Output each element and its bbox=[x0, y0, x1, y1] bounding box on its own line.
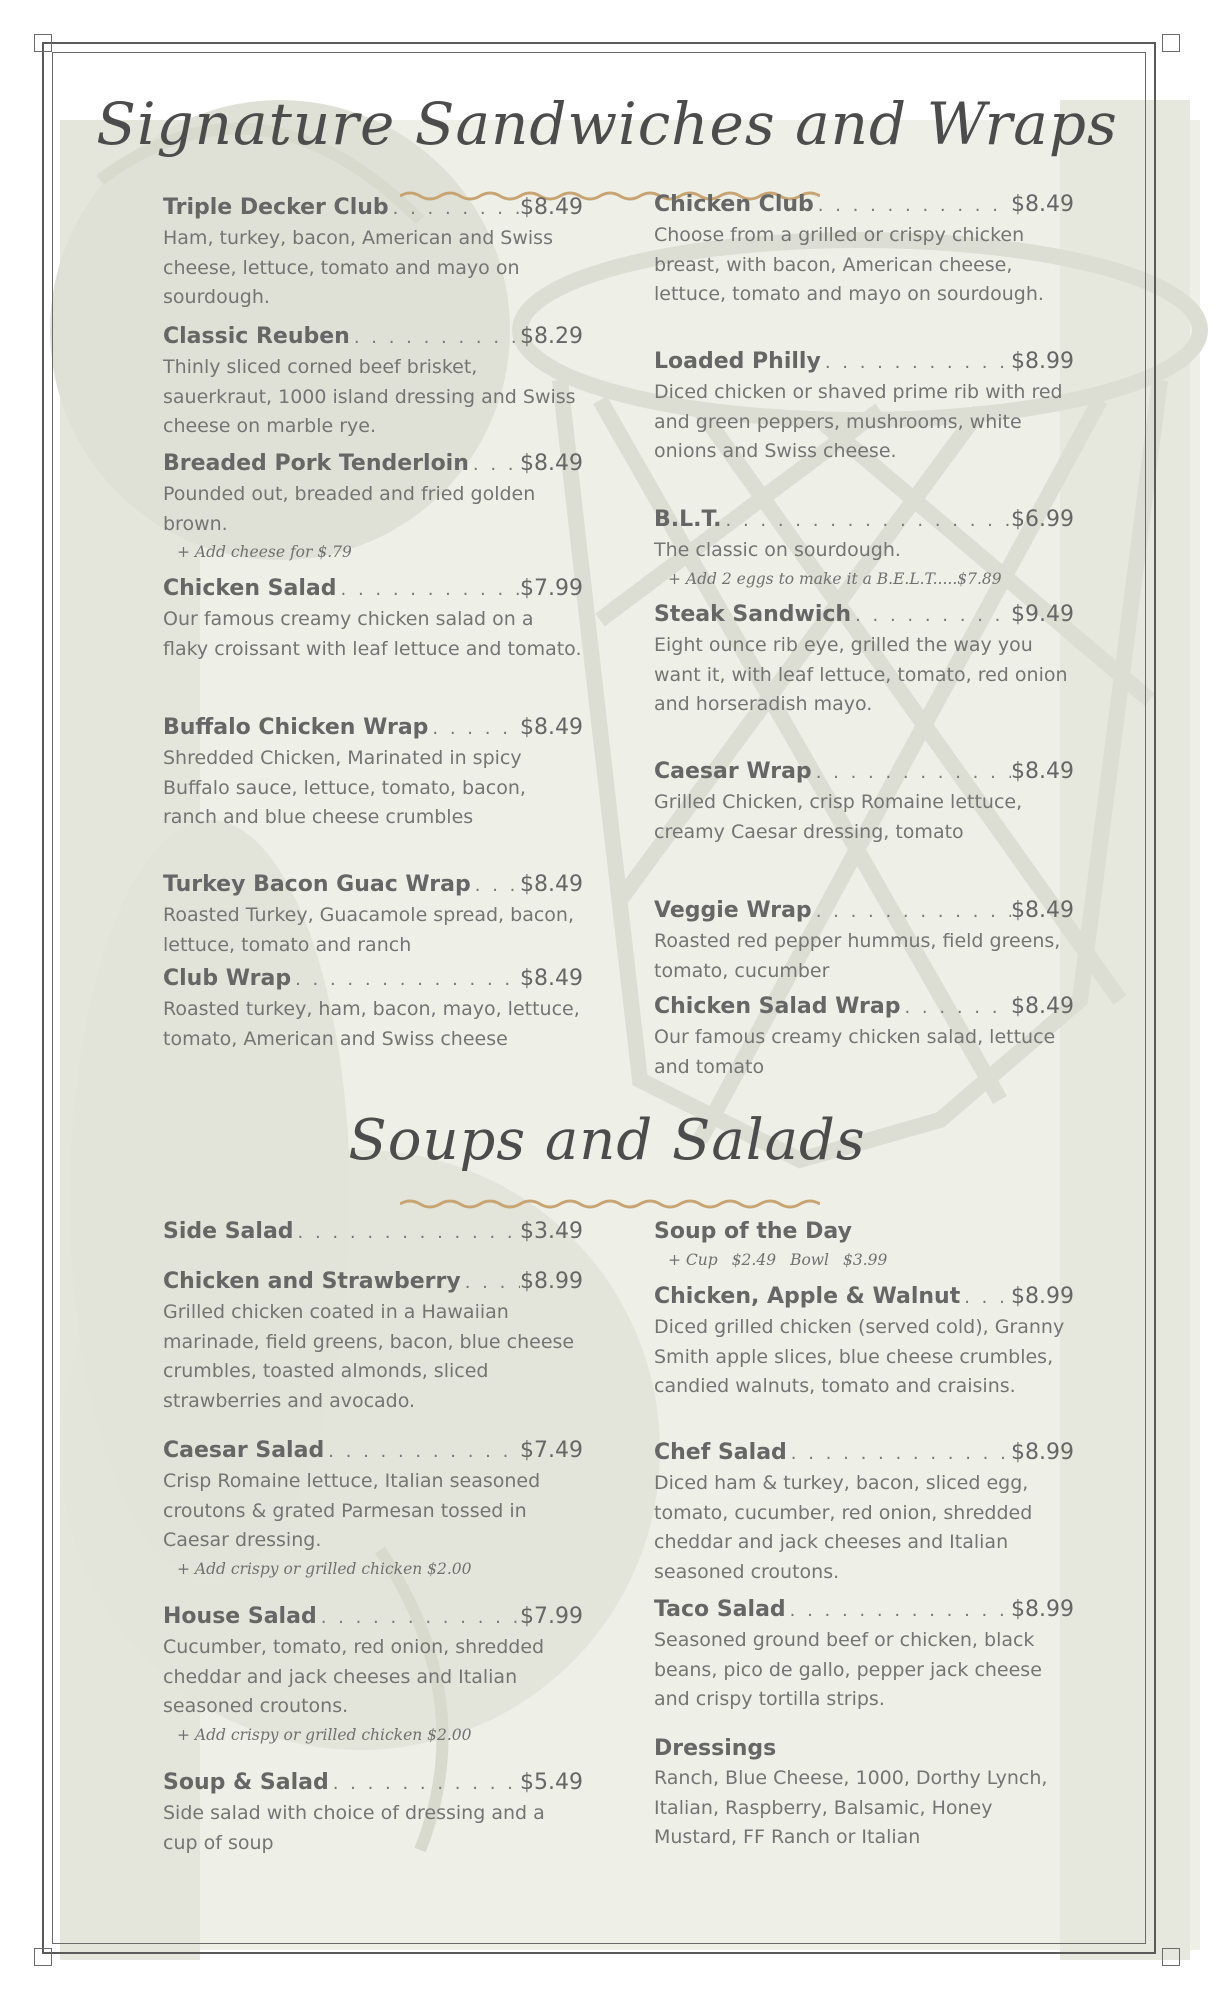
item-name: Soup & Salad bbox=[163, 1770, 329, 1795]
item-name: Chicken Salad bbox=[163, 576, 337, 601]
item-name: Chicken Salad Wrap bbox=[654, 994, 901, 1019]
item-description: Roasted red pepper hummus, field greens, tomato, cucumber bbox=[654, 930, 1061, 982]
soups-heading: Soups and Salads bbox=[348, 1108, 866, 1173]
item-price: $6.99 bbox=[1011, 507, 1074, 532]
item-price: $8.49 bbox=[520, 966, 583, 991]
item-price: $3.49 bbox=[520, 1219, 583, 1244]
soups-left-column bbox=[163, 0, 583, 2000]
item-name: Caesar Wrap bbox=[654, 759, 812, 784]
dot-leader bbox=[960, 1283, 1011, 1313]
soup-size-prices bbox=[668, 1247, 1074, 1273]
item-price: $8.49 bbox=[1011, 898, 1074, 923]
item-description: Cucumber, tomato, red onion, shredded cheddar and jack cheeses and Italian seasoned croutons. bbox=[163, 1636, 545, 1717]
item-price: $8.99 bbox=[1011, 349, 1074, 374]
soups-right-column bbox=[654, 0, 1074, 2000]
menu-item bbox=[163, 1602, 583, 1748]
cup-label: + Cup bbox=[668, 1251, 718, 1269]
menu-item bbox=[163, 1436, 583, 1582]
item-price: $8.49 bbox=[1011, 192, 1074, 217]
item-price: $5.49 bbox=[520, 1770, 583, 1795]
item-description: Roasted Turkey, Guacamole spread, bacon, lettuce, tomato and ranch bbox=[163, 904, 574, 956]
item-price: $8.99 bbox=[1011, 1597, 1074, 1622]
dot-leader bbox=[786, 1596, 1011, 1626]
item-description: Grilled Chicken, crisp Romaine lettuce, creamy Caesar dressing, tomato bbox=[654, 791, 1023, 843]
item-addon-note: + Add crispy or grilled chicken $2.00 bbox=[177, 1559, 472, 1578]
item-name: Turkey Bacon Guac Wrap bbox=[163, 872, 471, 897]
item-name: Caesar Salad bbox=[163, 1438, 325, 1463]
item-description: Our famous creamy chicken salad, lettuce and tomato bbox=[654, 1026, 1056, 1078]
item-description: The classic on sourdough. bbox=[654, 539, 901, 561]
border-corner bbox=[1162, 34, 1180, 52]
item-name: Chicken, Apple & Walnut bbox=[654, 1284, 961, 1309]
item-description: Choose from a grilled or crispy chicken breast, with bacon, American cheese, lettuce, tomato and mayo on sourdough. bbox=[654, 224, 1044, 305]
item-price: $8.99 bbox=[1011, 1284, 1074, 1309]
item-description: Ranch, Blue Cheese, 1000, Dorthy Lynch, Italian, Raspberry, Balsamic, Honey Mustard, FF Ranch or Italian bbox=[654, 1767, 1048, 1848]
item-price: $8.49 bbox=[520, 872, 583, 897]
item-description: Shredded Chicken, Marinated in spicy Buffalo sauce, lettuce, tomato, bacon, ranch and blue cheese crumbles bbox=[163, 747, 526, 828]
item-description: Crisp Romaine lettuce, Italian seasoned croutons & grated Parmesan tossed in Caesar dressing. bbox=[163, 1470, 541, 1551]
item-name: Veggie Wrap bbox=[654, 898, 812, 923]
item-price: $7.99 bbox=[520, 576, 583, 601]
item-description: Pounded out, breaded and fried golden brown. bbox=[163, 483, 536, 535]
dot-leader bbox=[324, 1437, 520, 1467]
dot-leader bbox=[787, 1439, 1011, 1469]
menu-item bbox=[654, 1595, 1074, 1715]
menu-item bbox=[163, 1267, 583, 1416]
item-description: Seasoned ground beef or chicken, black beans, pico de gallo, pepper jack cheese and crispy tortilla strips. bbox=[654, 1629, 1042, 1710]
item-description: Ham, turkey, bacon, American and Swiss cheese, lettuce, tomato and mayo on sourdough. bbox=[163, 227, 553, 308]
item-description: Side salad with choice of dressing and a cup of soup bbox=[163, 1802, 545, 1854]
item-name: Triple Decker Club bbox=[163, 195, 389, 220]
item-description: Thinly sliced corned beef brisket, sauerkraut, 1000 island dressing and Swiss cheese on marble rye. bbox=[163, 356, 576, 437]
item-description: Roasted turkey, ham, bacon, mayo, lettuce, tomato, American and Swiss cheese bbox=[163, 998, 580, 1050]
item-name: Classic Reuben bbox=[163, 324, 350, 349]
bowl-price: $3.99 bbox=[843, 1251, 888, 1269]
item-description: Diced chicken or shaved prime rib with red and green peppers, mushrooms, white onions and Swiss cheese. bbox=[654, 381, 1063, 462]
border-corner bbox=[34, 34, 52, 52]
item-price: $8.49 bbox=[520, 715, 583, 740]
item-name: Chef Salad bbox=[654, 1440, 787, 1465]
item-name: Dressings bbox=[654, 1736, 777, 1761]
menu-item bbox=[654, 1438, 1074, 1587]
dot-leader bbox=[329, 1769, 520, 1799]
item-description: Our famous creamy chicken salad on a flaky croissant with leaf lettuce and tomato. bbox=[163, 608, 582, 660]
dot-leader bbox=[461, 1268, 520, 1298]
item-addon-note: + Add cheese for $.79 bbox=[177, 543, 352, 561]
item-name: House Salad bbox=[163, 1604, 317, 1629]
item-name: Buffalo Chicken Wrap bbox=[163, 715, 429, 740]
item-description: Eight ounce rib eye, grilled the way you want it, with leaf lettuce, tomato, red onion and horseradish mayo. bbox=[654, 634, 1068, 715]
dot-leader bbox=[317, 1603, 520, 1633]
menu-item bbox=[654, 1217, 1074, 1273]
cup-price: $2.49 bbox=[731, 1251, 777, 1269]
item-name: Taco Salad bbox=[654, 1597, 786, 1622]
item-name: Club Wrap bbox=[163, 966, 292, 991]
item-name: B.L.T. bbox=[654, 507, 722, 532]
item-name: Chicken and Strawberry bbox=[163, 1269, 461, 1294]
bowl-label: Bowl bbox=[790, 1251, 830, 1269]
menu-item bbox=[163, 1217, 583, 1248]
menu-item bbox=[654, 1282, 1074, 1402]
sandwiches-heading: Signature Sandwiches and Wraps bbox=[96, 90, 1118, 158]
item-description: Grilled chicken coated in a Hawaiian marinade, field greens, bacon, blue cheese crumbles, toasted almonds, sliced strawberries and avocado. bbox=[163, 1301, 575, 1412]
item-price: $8.49 bbox=[520, 451, 583, 476]
item-name: Soup of the Day bbox=[654, 1219, 852, 1244]
menu-item bbox=[163, 1768, 583, 1858]
item-price: $7.49 bbox=[520, 1438, 583, 1463]
item-price: $8.49 bbox=[1011, 759, 1074, 784]
border-corner bbox=[34, 1948, 52, 1966]
item-price: $8.29 bbox=[520, 324, 583, 349]
item-description: Diced grilled chicken (served cold), Granny Smith apple slices, blue cheese crumbles, candied walnuts, tomato and craisins. bbox=[654, 1316, 1065, 1397]
item-price: $8.99 bbox=[520, 1269, 583, 1294]
border-corner bbox=[1162, 1948, 1180, 1966]
item-name: Breaded Pork Tenderloin bbox=[163, 451, 469, 476]
item-addon-note: + Add crispy or grilled chicken $2.00 bbox=[177, 1725, 472, 1744]
item-price: $8.49 bbox=[1011, 994, 1074, 1019]
item-price: $8.99 bbox=[1011, 1440, 1074, 1465]
item-addon-note: + Add 2 eggs to make it a B.E.L.T.....$7.89 bbox=[668, 569, 1002, 588]
dot-leader bbox=[294, 1218, 520, 1248]
item-description: Diced ham & turkey, bacon, sliced egg, tomato, cucumber, red onion, shredded cheddar and jack cheeses and Italian seasoned croutons. bbox=[654, 1472, 1033, 1583]
item-price: $9.49 bbox=[1011, 602, 1074, 627]
item-price: $7.99 bbox=[520, 1604, 583, 1629]
item-name: Side Salad bbox=[163, 1219, 294, 1244]
item-name: Loaded Philly bbox=[654, 349, 821, 374]
item-name: Chicken Club bbox=[654, 192, 814, 217]
item-price: $8.49 bbox=[520, 195, 583, 220]
menu-item bbox=[654, 1734, 1074, 1853]
item-name: Steak Sandwich bbox=[654, 602, 852, 627]
